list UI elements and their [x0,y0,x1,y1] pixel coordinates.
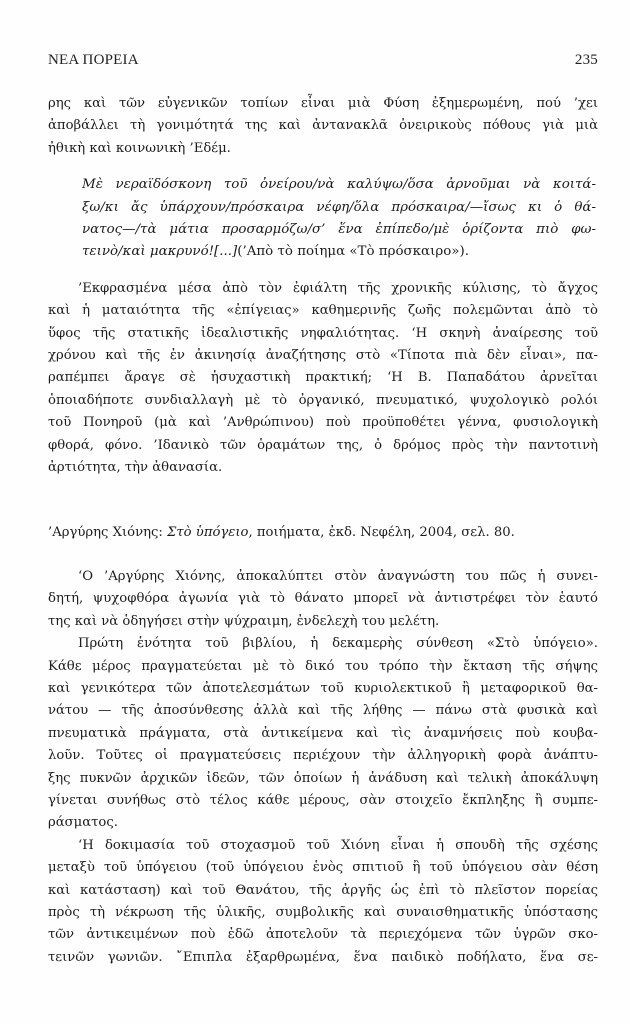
block-quote [48,174,598,264]
text-line: ‘Η δοκιμασία τοῦ στοχασμοῦ τοῦ Χιόνη εἶναι ἡ σπουδὴ τῆς σχέσης [78,837,598,853]
text-line: ἀποβάλλει τὴ γονιμότητά της καὶ ἀντανακλᾶ ὀνειρικοὺς πόθους γιὰ μιὰ [48,118,598,134]
text-line: ξης πυκνῶν ἀρχικῶν ἰδεῶν, τῶν ὁποίων ἡ ἀνάδυση καὶ τελικὴ ἀποκάλυψη [48,770,598,786]
text-line: λοῦν. Τοῦτες οἱ πραγματεύσεις περιέχουν τὴν ἀλληγορικὴ φορὰ ἀνάπτυ- [48,748,598,764]
page-number: 235 [574,52,598,68]
quote-line: Μὲ νεραϊδόσκονη τοῦ ὀνείρου/νὰ καλύψω/ὅσα ἀρνοῦμαι νὰ κοιτά- [82,177,596,193]
paragraph-3 [48,566,598,633]
text-line: τεινῶν γωνιῶν. ῎Επιπλα ἐξαρθρωμένα, ἕνα παιδικὸ ποδήλατο, ἕνα σε- [48,949,598,965]
text-line: νάτου — τῆς ἀποσύνθεσης ἀλλὰ καὶ τῆς λήθης — πάνω στὰ φυσικὰ καὶ [48,703,598,719]
text-line: τῶν ἀντικειμένων ποὺ ἐδῶ ἀποτελοῦν τὰ περιεχόμενα τῶν ὑγρῶν σκο- [48,927,598,943]
text-line: δητή, ψυχοφθόρα ἀγωνία γιὰ τὸ θάνατο μπορεῖ νὰ ἀντιστρέφει τὸν ἑαυτό [48,591,598,607]
text-line: μεταξὺ τοῦ ὑπόγειου (τοῦ ὑπόγειου ἑνὸς σπιτιοῦ ἢ τοῦ ὑπόγειου σὰν θέση [48,860,598,876]
text-line: Πρώτη ἑνότητα τοῦ βιβλίου, ἡ δεκαμερὴς σύνθεση «Στὸ ὑπόγειο». [78,636,598,652]
text-line: ρης καὶ τῶν εὐγενικῶν τοπίων εἶναι μιὰ Φύση ἐξημερωμένη, πού ’χει [48,96,598,111]
reference-title: Στὸ ὑπόγειο [167,524,249,540]
book-reference [48,522,598,544]
running-head [48,52,598,69]
quote-line: νατος—/τὰ μάτια προσαρμόζω/σ’ ἕνα ἐπίπεδο/μὲ ὁρίζοντα πιὸ φω- [82,222,596,238]
text-line: καὶ γενικότερα τῶν ἀποτελεσμάτων τοῦ κυριολεκτικοῦ ἢ μεταφορικοῦ θα- [48,680,598,696]
quote-text: τεινὸ/καὶ μακρυνό![...] [82,244,238,260]
journal-title: ΝΕΑ ΠΟΡΕΙΑ [48,52,139,68]
text-line: ὕφος τῆς στατικῆς ἰδεαλιστικῆς νηφαλιότητας. ‘Η σκηνὴ ἀναίρεσης τοῦ [48,325,598,341]
text-line: ἠθικὴ καὶ κοινωνικὴ ’Εδέμ. [48,140,231,156]
text-line: ‘Ο ’Αργύρης Χιόνης, ἀποκαλύπτει στὸν ἀναγνώστη του πῶς ἡ συνει- [78,568,598,584]
text-line: ὁποιαδήποτε συνδιαλλαγὴ μὲ τὸ ὀργανικό, πνευματικό, ψυχολογικὸ ρολόι [48,392,598,408]
spacer [48,544,598,566]
text-line: γίνεται συνήθως στὸ τέλος κάθε μέρους, σὰν στοιχεῖο ἔκπληξης ἢ συμπε- [48,792,598,808]
text-line: ἀρτιότητα, τὴν ἀθανασία. [48,460,223,476]
quote-line: ξω/κι ἄς ὑπάρχουν/πρόσκαιρα νέφη/ὅλα πρόσκαιρα/—ἴσως κι ὁ θά- [82,199,596,215]
text-line: χρόνου καὶ τῆς ἐν ἀκινησίᾳ ἀναζήτησης στὸ «Τίποτα πιὰ δὲν εἶναι», πα- [48,348,598,364]
quote-line-last [82,241,596,263]
text-line: φθορά, φόνο. ’Ιδανικὸ τῶν ὁραμάτων της, ὁ δρόμος πρὸς τὴν παντοτινὴ [48,437,598,453]
section-spacer [48,480,598,522]
text-line: της καὶ νὰ ὁδηγήσει στὴν ψύχραιμη, ἐνδελεχὴ του μελέτη. [48,613,440,629]
text-line: ραπέμπει ἄραγε σὲ ἡσυχαστικὴ πρακτική; ‘Η Β. Παπαδάτου ἀρνεῖται [48,370,598,386]
page-body [48,93,598,969]
paragraph-2 [48,278,598,480]
paragraph-4 [48,633,598,835]
quote-source: (’Απὸ τὸ ποίημα «Τὸ πρόσκαιρο»). [237,244,469,260]
text-line: Κάθε μέρος πραγματεύεται μὲ τὸ δικό του τρόπο τὴν ἔκταση τῆς σήψης [48,658,598,674]
reference-author: ’Αργύρης Χιόνης: [48,524,168,540]
text-line: καὶ ἡ ματαιότητα τῆς «ἐπίγειας» καθημερινῆς ζωῆς πολεμῶνται ἀπὸ τὸ [48,303,598,319]
text-line: τοῦ Πονηροῦ (μὰ καὶ ’Ανθρώπινου) ποὺ προϋποθέτει γέννα, φυσιολογικὴ [48,415,598,431]
paragraph-1 [48,93,598,160]
text-line: πνευματικὰ πράγματα, στὰ ἀντικείμενα καὶ τὶς ἀναμνήσεις ποὺ κουβα- [48,725,598,741]
text-line: ράσματος. [48,815,118,831]
text-line: καὶ κατάσταση) καὶ τοῦ Θανάτου, τῆς ἀργῆς ὡς ἐπὶ τὸ πλεῖστον πορείας [48,882,598,898]
spacer [48,264,598,278]
text-line: πρὸς τὴ νέκρωση τῆς ὑλικῆς, συμβολικῆς καὶ συναισθηματικῆς ὑπόστασης [48,905,598,920]
paragraph-5 [48,835,598,969]
reference-details: , ποιήματα, ἐκδ. Νεφέλη, 2004, σελ. 80. [248,524,515,540]
text-line: ’Εκφρασμένα μέσα ἀπὸ τὸν ἐφιάλτη τῆς χρονικῆς κύλισης, τὸ ἄγχος [78,280,598,296]
